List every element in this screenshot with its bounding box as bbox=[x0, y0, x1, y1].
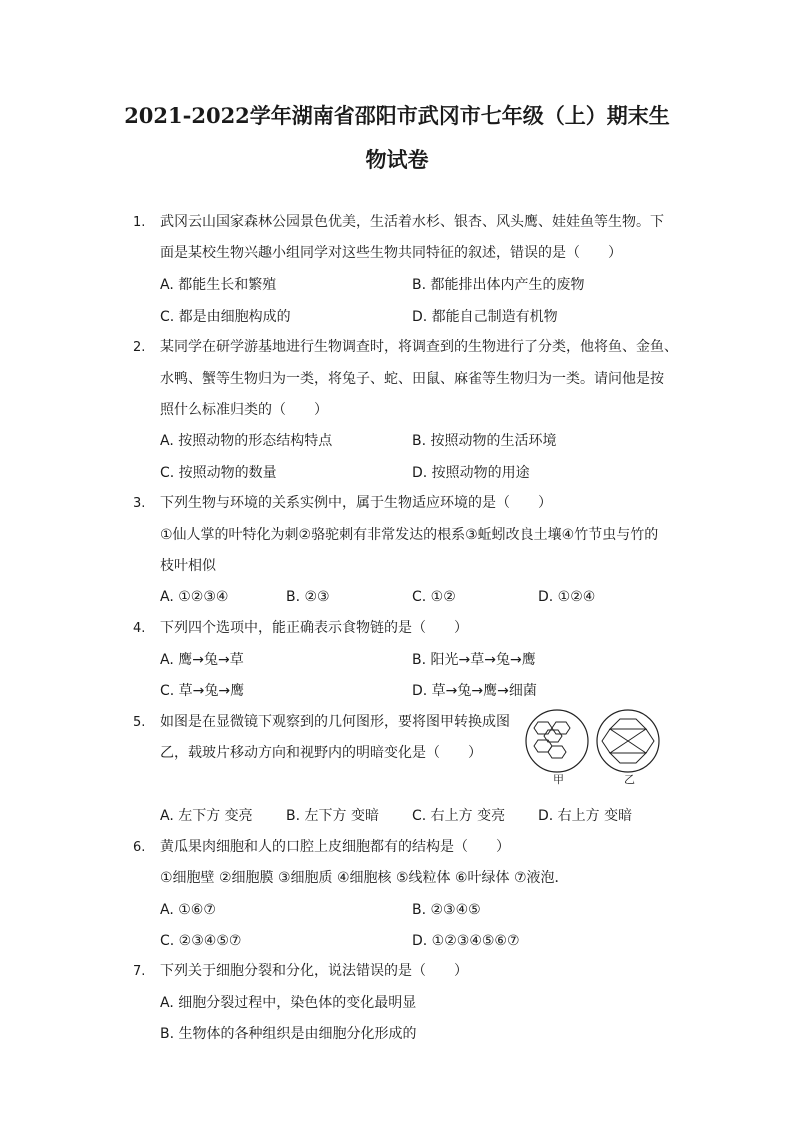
option-b[interactable]: B. 按照动物的生活环境 bbox=[412, 433, 557, 449]
option-b[interactable]: B. ②③④⑤ bbox=[412, 902, 481, 918]
option-a[interactable]: A. 按照动物的形态结构特点 bbox=[160, 433, 333, 449]
option-c[interactable]: C. 都是由细胞构成的 bbox=[160, 309, 291, 325]
question-stem-line: 某同学在研学游基地进行生物调查时，将调查到的生物进行了分类，他将鱼、金鱼、 bbox=[160, 339, 678, 355]
option-a[interactable]: A. 鹰→兔→草 bbox=[160, 652, 244, 668]
page-title bbox=[60, 94, 734, 182]
question-stem-line: ①细胞壁 ②细胞膜 ③细胞质 ④细胞核 ⑤线粒体 ⑥叶绿体 ⑦液泡． bbox=[160, 870, 569, 886]
question-stem-line: 水鸭、蟹等生物归为一类，将兔子、蛇、田鼠、麻雀等生物归为一类。请问他是按 bbox=[160, 371, 664, 387]
microscope-figure bbox=[524, 708, 664, 788]
option-c[interactable]: C. 按照动物的数量 bbox=[160, 465, 277, 481]
figure-label-jia: 甲 bbox=[553, 773, 564, 786]
title-line-1: 2021-2022学年湖南省邵阳市武冈市七年级（上）期末生 bbox=[124, 103, 670, 128]
view-jia bbox=[526, 710, 588, 772]
option-c[interactable]: C. ①② bbox=[412, 589, 456, 605]
view-yi bbox=[597, 710, 659, 772]
option-a[interactable]: A. 左下方 变亮 bbox=[160, 808, 253, 824]
option-d[interactable]: D. 草→兔→鹰→细菌 bbox=[412, 683, 537, 699]
option-b[interactable]: B. 左下方 变暗 bbox=[286, 808, 379, 824]
option-b[interactable]: B. 阳光→草→兔→鹰 bbox=[412, 652, 536, 668]
question-number: 7. bbox=[133, 964, 146, 979]
microscope-views bbox=[524, 708, 664, 774]
question-stem-line: 下列生物与环境的关系实例中，属于生物适应环境的是（ ） bbox=[160, 495, 552, 511]
question-stem-line: 黄瓜果肉细胞和人的口腔上皮细胞都有的结构是（ ） bbox=[160, 839, 510, 855]
question-number: 1. bbox=[133, 215, 146, 230]
option-d[interactable]: D. ①②③④⑤⑥⑦ bbox=[412, 933, 520, 949]
figure-label-yi: 乙 bbox=[624, 773, 635, 786]
option-d[interactable]: D. 按照动物的用途 bbox=[412, 465, 530, 481]
option-b[interactable]: B. ②③ bbox=[286, 589, 330, 605]
question-stem-line: 枝叶相似 bbox=[160, 558, 216, 574]
question-stem-line: 下列关于细胞分裂和分化，说法错误的是（ ） bbox=[160, 963, 468, 979]
question-stem-line: 下列四个选项中，能正确表示食物链的是（ ） bbox=[160, 620, 468, 636]
question-stem-line: 如图是在显微镜下观察到的几何图形，要将图甲转换成图 bbox=[160, 714, 510, 730]
option-a[interactable]: A. ①⑥⑦ bbox=[160, 902, 216, 918]
question-stem-line: 乙，载玻片移动方向和视野内的明暗变化是（ ） bbox=[160, 745, 482, 761]
option-d[interactable]: D. 都能自己制造有机物 bbox=[412, 309, 558, 325]
option-b[interactable]: B. 都能排出体内产生的废物 bbox=[412, 277, 585, 293]
question-number: 3. bbox=[133, 496, 146, 511]
question-stem-line: 照什么标准归类的（ ） bbox=[160, 402, 328, 418]
title-line-2: 物试卷 bbox=[365, 147, 429, 172]
option-d[interactable]: D. ①②④ bbox=[538, 589, 596, 605]
option-a[interactable]: A. 都能生长和繁殖 bbox=[160, 277, 277, 293]
question-number: 5. bbox=[133, 715, 146, 730]
question-number: 6. bbox=[133, 840, 146, 855]
option-a[interactable]: A. 细胞分裂过程中，染色体的变化最明显 bbox=[160, 995, 417, 1011]
question-number: 2. bbox=[133, 340, 146, 355]
question-stem-line: ①仙人掌的叶特化为刺②骆驼刺有非常发达的根系③蚯蚓改良土壤④竹节虫与竹的 bbox=[160, 527, 659, 543]
question-stem-line: 武冈云山国家森林公园景色优美，生活着水杉、银杏、风头鹰、娃娃鱼等生物。下 bbox=[160, 214, 664, 230]
option-c[interactable]: C. 右上方 变亮 bbox=[412, 808, 506, 824]
option-b[interactable]: B. 生物体的各种组织是由细胞分化形成的 bbox=[160, 1026, 417, 1042]
option-c[interactable]: C. ②③④⑤⑦ bbox=[160, 933, 242, 949]
option-a[interactable]: A. ①②③④ bbox=[160, 589, 229, 605]
question-stem-line: 面是某校生物兴趣小组同学对这些生物共同特征的叙述，错误的是（ ） bbox=[160, 245, 622, 261]
option-d[interactable]: D. 右上方 变暗 bbox=[538, 808, 633, 824]
question-number: 4. bbox=[133, 621, 146, 636]
option-c[interactable]: C. 草→兔→鹰 bbox=[160, 683, 245, 699]
